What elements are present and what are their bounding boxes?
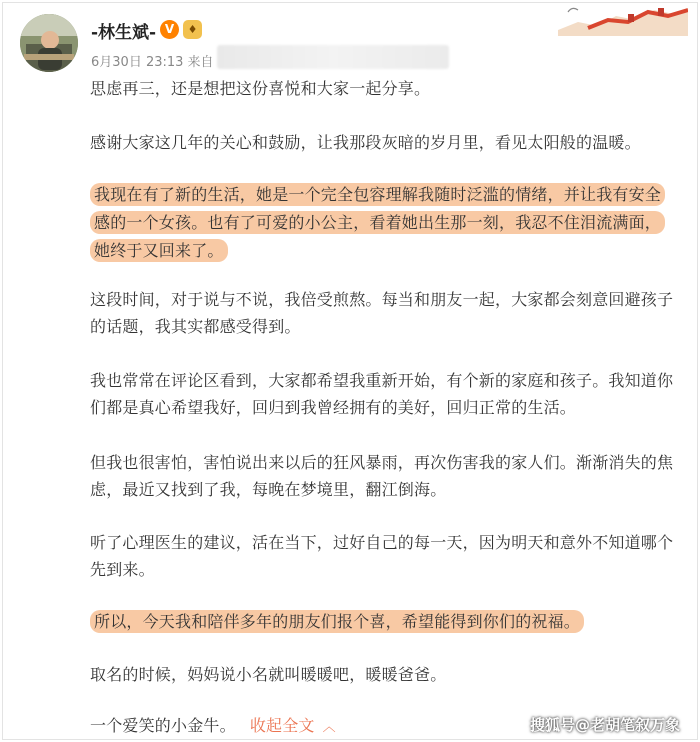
great-wall-banner-icon [558, 2, 688, 36]
paragraph-text: 感谢大家这几年的关心和鼓励，让我那段灰暗的岁月里，看见太阳般的温暖。 [90, 133, 641, 152]
post-paragraph [90, 529, 674, 583]
blurred-source [217, 45, 449, 69]
post-paragraph [90, 129, 674, 156]
paragraph-text: 但我也很害怕，害怕说出来以后的狂风暴雨，再次伤害我的家人们。渐渐消失的焦虑，最近又找到了我，每晚在梦境里，翻江倒海。 [90, 453, 674, 499]
highlighted-text: 所以，今天我和陪伴多年的朋友们报个喜，希望能得到你们的祝福。 [90, 610, 584, 633]
paragraph-text: 一个爱笑的小金牛。 [90, 716, 236, 735]
post-paragraph-highlighted [90, 608, 674, 635]
paragraph-text: 这段时间，对于说与不说，我倍受煎熬。每当和朋友一起，大家都会刻意回避孩子的话题，我其实都感受得到。 [90, 290, 674, 336]
verified-badge-icon: V [160, 20, 179, 39]
post-paragraph [90, 661, 674, 688]
paragraph-text: 取名的时候，妈妈说小名就叫暖暖吧，暖暖爸爸。 [90, 665, 447, 684]
watermark: 搜狐号@老胡笔叙万象 [530, 716, 681, 734]
paragraph-text: 我也常常在评论区看到，大家都希望我重新开始，有个新的家庭和孩子。我知道你们都是真心希望我好，回归到我曾经拥有的美好，回归正常的生活。 [90, 371, 674, 417]
post-paragraph [90, 286, 674, 340]
highlighted-text: 我现在有了新的生活，她是一个完全包容理解我随时泛滥的情绪，并让我有安全感的一个女孩。也有了可爱的小公主，看着她出生那一刻，我忍不住泪流满面，她终于又回来了。 [90, 183, 665, 262]
post-paragraph [90, 367, 674, 421]
user-name[interactable]: -林生斌- [91, 23, 157, 43]
post-paragraph [90, 75, 674, 102]
avatar[interactable] [20, 14, 78, 72]
paragraph-text: 思虑再三，还是想把这份喜悦和大家一起分享。 [90, 79, 431, 98]
level-badge-icon: ♦ [183, 20, 202, 39]
post-paragraph [90, 449, 674, 503]
post-paragraph-highlighted [90, 181, 674, 265]
paragraph-text: 听了心理医生的建议，活在当下，过好自己的每一天，因为明天和意外不知道哪个先到来。 [90, 533, 674, 579]
post-timestamp[interactable]: 6月30日 23:13 来自 [91, 55, 214, 70]
collapse-full-text-link[interactable]: 收起全文 [249, 716, 315, 735]
chevron-up-icon[interactable]: ︿ [322, 720, 336, 735]
